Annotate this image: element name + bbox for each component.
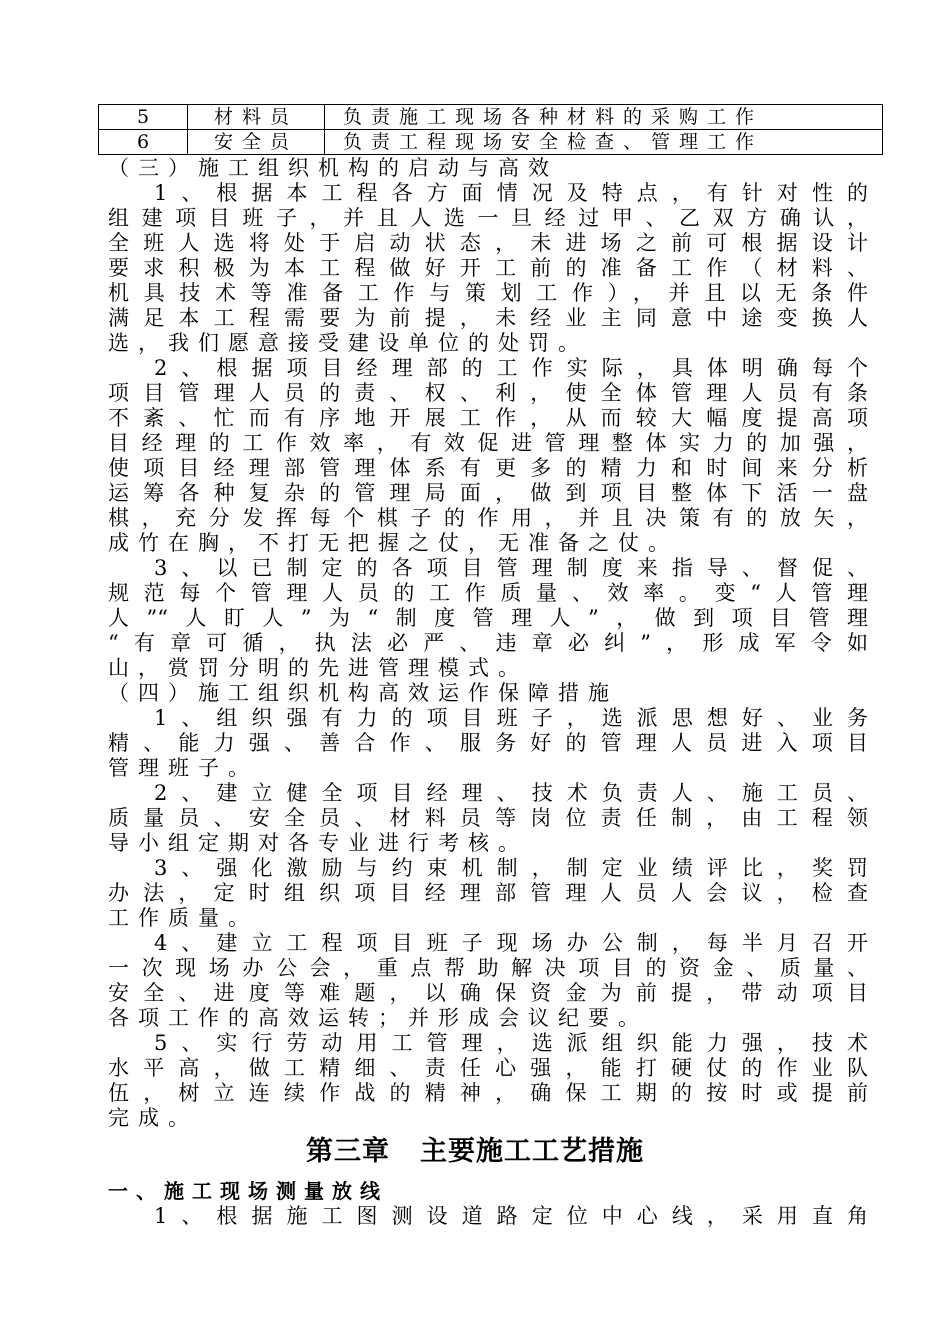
row-role: 安全员 <box>188 130 325 155</box>
text-line: 工作质量。 <box>108 906 258 930</box>
text-line: 使项目经理部管理体系有更多的精力和时间来分析 <box>108 456 868 480</box>
text-line: 水平高，做工精细、责任心强，能打硬仗的作业队 <box>108 1056 868 1080</box>
chapter-title: 主要施工工艺措施 <box>420 1136 644 1167</box>
text-line: 1、组织强有力的项目班子，选派思想好、业务 <box>154 706 868 730</box>
table-row <box>99 130 883 155</box>
text-line: 全班人选将处于启动状态，未进场之前可根据设计 <box>108 231 868 255</box>
chapter-number: 第三章 <box>306 1136 390 1167</box>
row-duty: 负责工程现场安全检查、管理工作 <box>325 130 883 155</box>
text-line: 满足本工程需要为前提，未经业主同意中途变换人 <box>108 306 868 330</box>
text-line: “有章可循，执法必严、违章必纠”，形成军令如 <box>108 631 868 655</box>
text-line: 1、根据施工图测设道路定位中心线，采用直角 <box>154 1204 868 1228</box>
text-line: 要求积极为本工程做好开工前的准备工作（材料、 <box>108 256 868 280</box>
section-heading: 一、施工现场测量放线 <box>108 1179 388 1203</box>
text-line: 2、建立健全项目经理、技术负责人、施工员、 <box>154 781 868 805</box>
text-line: 机具技术等准备工作与策划工作），并且以无条件 <box>108 281 868 305</box>
text-line: 4、建立工程项目班子现场办公制，每半月召开 <box>154 931 868 955</box>
row-duty: 负责施工现场各种材料的采购工作 <box>325 105 883 130</box>
text-line: 办法，定时组织项目经理部管理人员人会议，检查 <box>108 881 868 905</box>
text-line: 2、根据项目经理部的工作实际，具体明确每个 <box>154 356 868 380</box>
text-line: 伍，树立连续作战的精神，确保工期的按时或提前 <box>108 1081 868 1105</box>
row-number: 6 <box>99 130 188 155</box>
subsection-heading: （三）施工组织机构的启动与高效 <box>108 156 558 180</box>
table-row <box>99 105 883 130</box>
text-line: 选，我们愿意接受建设单位的处罚。 <box>108 331 588 355</box>
text-line: 目经理的工作效率，有效促进管理整体实力的加强， <box>108 431 868 455</box>
text-line: 一次现场办公会，重点帮助解决项目的资金、质量、 <box>108 956 868 980</box>
text-line: 3、强化激励与约束机制，制定业绩评比，奖罚 <box>154 856 868 880</box>
text-line: 导小组定期对各专业进行考核。 <box>108 831 528 855</box>
text-line: 精、能力强、善合作、服务好的管理人员进入项目 <box>108 731 868 755</box>
text-line: 1、根据本工程各方面情况及特点，有针对性的 <box>154 181 868 205</box>
text-line: 完成。 <box>108 1106 198 1130</box>
chapter-heading <box>0 1134 950 1170</box>
text-line: 3、以已制定的各项目管理制度来指导、督促、 <box>154 556 868 580</box>
text-line: 运筹各种复杂的管理局面，做到项目整体下活一盘 <box>108 481 868 505</box>
text-line: 成竹在胸，不打无把握之仗，无准备之仗。 <box>108 531 678 555</box>
subsection-heading: （四）施工组织机构高效运作保障措施 <box>108 681 618 705</box>
row-number: 5 <box>99 105 188 130</box>
text-line: 项目管理人员的责、权、利，使全体管理人员有条 <box>108 381 868 405</box>
text-line: 山，赏罚分明的先进管理模式。 <box>108 656 528 680</box>
text-line: 安全、进度等难题，以确保资金为前提，带动项目 <box>108 981 868 1005</box>
text-line: 管理班子。 <box>108 756 258 780</box>
text-line: 不紊、忙而有序地开展工作，从而较大幅度提高项 <box>108 406 868 430</box>
staff-duty-table <box>98 104 883 155</box>
text-line: 5、实行劳动用工管理，选派组织能力强，技术 <box>154 1031 868 1055</box>
text-line: 规范每个管理人员的工作质量、效率。变“人管理 <box>108 581 868 605</box>
text-line: 质量员、安全员、材料员等岗位责任制，由工程领 <box>108 806 868 830</box>
text-line: 各项工作的高效运转；并形成会议纪要。 <box>108 1006 648 1030</box>
text-line: 组建项目班子，并且人选一旦经过甲、乙双方确认， <box>108 206 868 230</box>
text-line: 棋，充分发挥每个棋子的作用，并且决策有的放矢， <box>108 506 868 530</box>
text-line: 人”“人盯人”为“制度管理人”，做到项目管理 <box>108 606 868 630</box>
row-role: 材料员 <box>188 105 325 130</box>
